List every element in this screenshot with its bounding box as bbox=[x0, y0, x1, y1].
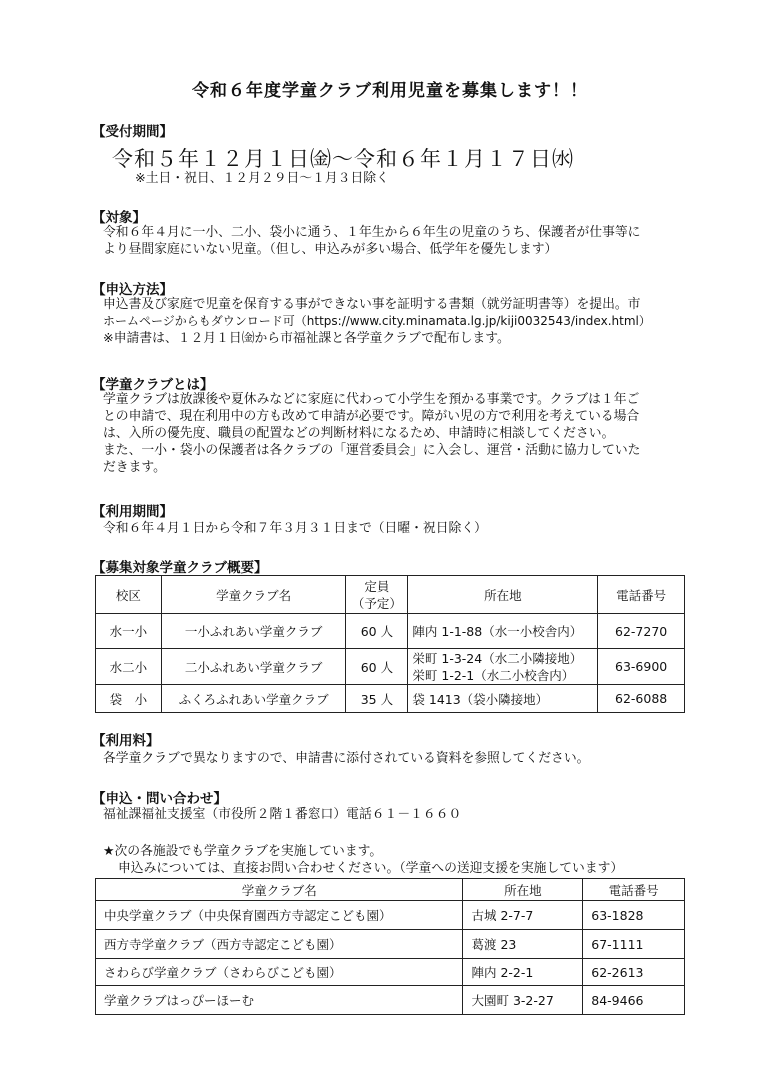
reception-period: 令和５年１２月１日㈮～令和６年１月１７日㈬ bbox=[112, 147, 574, 171]
method-line: ※申請書は、１２月１日㈮から市福祉課と各学童クラブで配布します。 bbox=[103, 331, 510, 346]
header-capacity bbox=[346, 576, 408, 614]
cell-address: 古城 2-7-7 bbox=[463, 901, 583, 930]
about-text bbox=[103, 391, 640, 476]
target-text bbox=[103, 224, 640, 258]
header-phone: 電話番号 bbox=[583, 879, 685, 901]
cell-address: 葛渡 23 bbox=[463, 930, 583, 959]
other-clubs-table bbox=[95, 878, 685, 1015]
cell-address-line: 栄町 1-3-24（水二小隣接地） bbox=[412, 650, 583, 666]
about-line: また、一小・袋小の保護者は各クラブの「運営委員会」に入会し、運営・活動に協力していた bbox=[103, 443, 641, 458]
cell-capacity: 60 人 bbox=[346, 649, 408, 685]
header-phone: 電話番号 bbox=[598, 576, 685, 614]
cell-address bbox=[408, 649, 598, 685]
cell-phone: 62-7270 bbox=[598, 614, 685, 649]
header-capacity-line: （予定） bbox=[351, 595, 402, 611]
cell-address: 陣内 2-2-1 bbox=[463, 959, 583, 986]
other-table-header-row bbox=[96, 879, 685, 901]
header-capacity-line: 定員 bbox=[364, 578, 390, 594]
cell-phone: 63-6900 bbox=[598, 649, 685, 685]
cell-school: 袋 小 bbox=[96, 685, 162, 713]
header-address: 所在地 bbox=[408, 576, 598, 614]
cell-club: 一小ふれあい学童クラブ bbox=[161, 614, 346, 649]
clubs-table-heading: 【募集対象学童クラブ概要】 bbox=[92, 560, 268, 576]
reception-heading: 【受付期間】 bbox=[92, 124, 173, 140]
clubs-table-header-row bbox=[96, 576, 685, 614]
about-line: だきます。 bbox=[103, 460, 166, 475]
cell-phone: 63-1828 bbox=[583, 901, 685, 930]
header-address: 所在地 bbox=[463, 879, 583, 901]
table-row bbox=[96, 930, 685, 959]
table-row bbox=[96, 986, 685, 1015]
cell-capacity: 35 人 bbox=[346, 685, 408, 713]
fee-heading: 【利用料】 bbox=[92, 733, 160, 749]
cell-club: 中央学童クラブ（中央保育園西方寺認定こども園） bbox=[96, 901, 463, 930]
cell-address-line: 栄町 1-2-1（水二小校舎内） bbox=[412, 667, 575, 683]
cell-school: 水二小 bbox=[96, 649, 162, 685]
reception-note: ※土日・祝日、１２月２９日～１月３日除く bbox=[135, 171, 389, 186]
method-heading: 【申込方法】 bbox=[92, 282, 173, 298]
fee-text: 各学童クラブで異なりますので、申請書に添付されている資料を参照してください。 bbox=[103, 751, 590, 766]
cell-club: 二小ふれあい学童クラブ bbox=[161, 649, 346, 685]
target-line: より昼間家庭にいない児童。（但し、申込みが多い場合、低学年を優先します） bbox=[103, 242, 558, 257]
about-line: 学童クラブは放課後や夏休みなどに家庭に代わって小学生を預かる事業です。クラブは１年ご bbox=[103, 392, 640, 407]
cell-club: 学童クラブはっぴーほーむ bbox=[96, 986, 463, 1015]
contact-text: 福祉課福祉支援室（市役所２階１番窓口）電話６１－１６６０ bbox=[103, 807, 462, 822]
cell-phone: 67-1111 bbox=[583, 930, 685, 959]
cell-phone: 62-6088 bbox=[598, 685, 685, 713]
other-note-1: ★次の各施設でも学童クラブを実施しています。 bbox=[103, 844, 383, 859]
header-club: 学童クラブ名 bbox=[161, 576, 346, 614]
page-title: 令和６年度学童クラブ利用児童を募集します！！ bbox=[192, 81, 588, 101]
method-text bbox=[103, 296, 651, 347]
clubs-table bbox=[95, 575, 685, 713]
cell-address: 袋 1413（袋小隣接地） bbox=[408, 685, 598, 713]
table-row bbox=[96, 649, 685, 685]
cell-phone: 84-9466 bbox=[583, 986, 685, 1015]
about-line: は、入所の優先度、職員の配置などの判断材料になるため、申請時に相談してください。 bbox=[103, 426, 615, 441]
usage-period-heading: 【利用期間】 bbox=[92, 504, 173, 520]
usage-period-text: 令和６年４月１日から令和７年３月３１日まで（日曜・祝日除く） bbox=[103, 521, 487, 536]
cell-capacity: 60 人 bbox=[346, 614, 408, 649]
cell-address: 大園町 3-2-27 bbox=[463, 986, 583, 1015]
method-line: 申込書及び家庭で児童を保育する事ができない事を証明する書類（就労証明書等）を提出。市 bbox=[103, 297, 641, 312]
other-note-2: 申込みについては、直接お問い合わせください。（学童への送迎支援を実施しています） bbox=[118, 861, 624, 876]
about-line: との申請で、現在利用中の方も改めて申請が必要です。障がい児の方で利用を考えている場合 bbox=[103, 409, 640, 424]
header-club: 学童クラブ名 bbox=[96, 879, 463, 901]
table-row bbox=[96, 901, 685, 930]
table-row bbox=[96, 685, 685, 713]
about-heading: 【学童クラブとは】 bbox=[92, 377, 214, 393]
cell-phone: 62-2613 bbox=[583, 959, 685, 986]
table-row bbox=[96, 614, 685, 649]
target-heading: 【対象】 bbox=[92, 210, 146, 226]
cell-address: 陣内 1-1-88（水一小校舎内） bbox=[408, 614, 598, 649]
cell-club: ふくろふれあい学童クラブ bbox=[161, 685, 346, 713]
target-line: 令和６年４月に一小、二小、袋小に通う、１年生から６年生の児童のうち、保護者が仕事等に bbox=[103, 225, 641, 240]
cell-club: 西方寺学童クラブ（西方寺認定こども園） bbox=[96, 930, 463, 959]
table-row bbox=[96, 959, 685, 986]
method-line-url: ホームページからもダウンロード可（https://www.city.minamata.lg.jp/kiji0032543/index.html） bbox=[103, 314, 651, 328]
cell-school: 水一小 bbox=[96, 614, 162, 649]
cell-club: さわらび学童クラブ（さわらびこども園） bbox=[96, 959, 463, 986]
contact-heading: 【申込・問い合わせ】 bbox=[92, 791, 227, 807]
header-school: 校区 bbox=[96, 576, 162, 614]
